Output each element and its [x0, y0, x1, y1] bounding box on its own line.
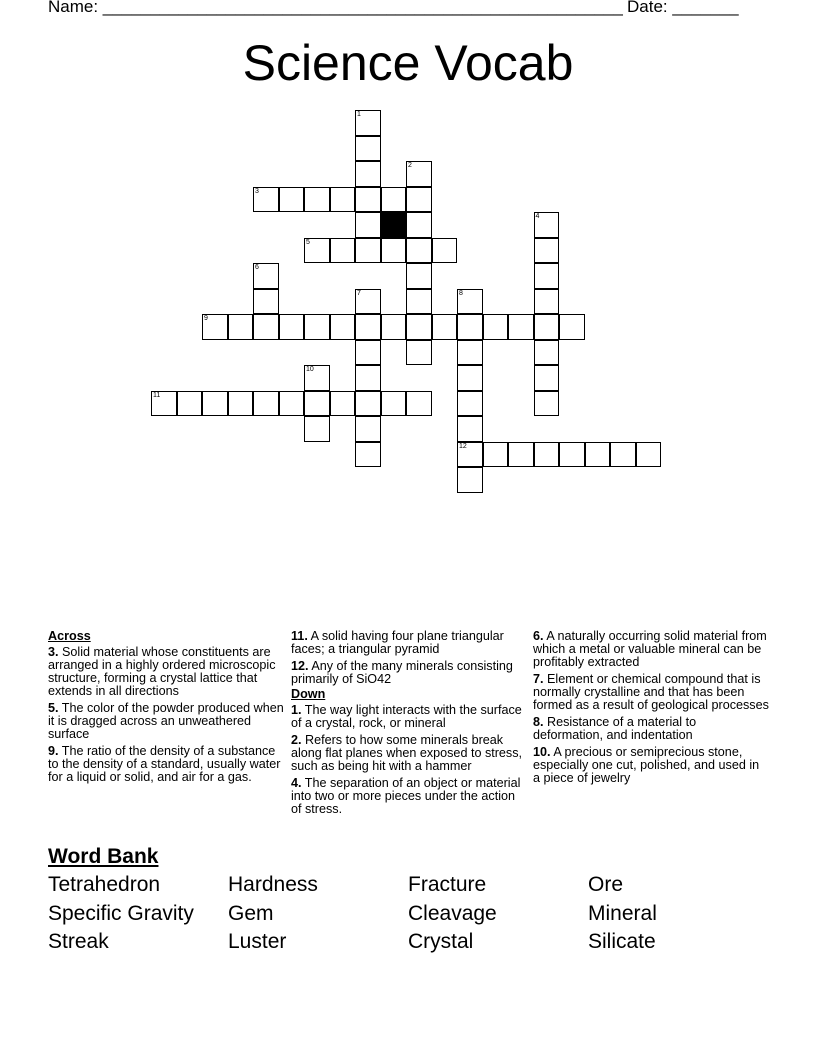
crossword-cell[interactable]: [457, 391, 483, 417]
crossword-cell[interactable]: [534, 365, 560, 391]
crossword-cell[interactable]: [457, 289, 483, 315]
crossword-cell[interactable]: [355, 136, 381, 162]
clue-number: 12: [459, 442, 467, 450]
crossword-cell[interactable]: [304, 391, 330, 417]
clue: [48, 646, 284, 698]
crossword-cell[interactable]: [457, 340, 483, 366]
crossword-cell[interactable]: [432, 238, 458, 264]
clues-column-2: [291, 630, 527, 820]
crossword-cell[interactable]: [355, 238, 381, 264]
crossword-cell[interactable]: [253, 263, 279, 289]
crossword-cell[interactable]: [406, 340, 432, 366]
clue: [48, 745, 284, 784]
word-bank-item: Luster: [228, 930, 287, 953]
clue: [48, 702, 284, 741]
clue-text: Any of the many minerals consisting primarily of SiO42: [291, 659, 513, 686]
clue-num: 11.: [291, 629, 308, 643]
clue-text: A naturally occurring solid material from which a metal or valuable mineral can be profitably extracted: [533, 629, 767, 669]
crossword-cell[interactable]: [457, 416, 483, 442]
crossword-cell[interactable]: [355, 212, 381, 238]
clue-number: 7: [357, 289, 361, 297]
crossword-cell[interactable]: [304, 187, 330, 213]
clue: [291, 704, 527, 730]
clue-text: Refers to how some minerals break along flat planes when exposed to stress, such as being hit with a hammer: [291, 733, 523, 773]
down-heading: Down: [291, 687, 326, 701]
crossword-cell[interactable]: [355, 442, 381, 468]
word-bank-item: Ore: [588, 873, 624, 896]
crossword-cell[interactable]: [228, 314, 254, 340]
crossword-cell[interactable]: [381, 187, 407, 213]
crossword-cell[interactable]: [202, 391, 228, 417]
word-bank-item: Crystal: [408, 930, 474, 953]
crossword-cell[interactable]: [202, 314, 228, 340]
crossword-cell[interactable]: [355, 416, 381, 442]
crossword-cell[interactable]: [381, 238, 407, 264]
clue: [291, 630, 527, 656]
clue-num: 8.: [533, 715, 544, 729]
crossword-cell[interactable]: [355, 110, 381, 136]
crossword-cell[interactable]: [534, 442, 560, 468]
clue-num: 5.: [48, 701, 59, 715]
crossword-cell[interactable]: [253, 391, 279, 417]
crossword-cell[interactable]: [406, 391, 432, 417]
crossword-cell[interactable]: [483, 314, 509, 340]
crossword-cell[interactable]: [534, 391, 560, 417]
crossword-cell[interactable]: [279, 391, 305, 417]
crossword-cell[interactable]: [534, 340, 560, 366]
clue-text: The way light interacts with the surface of a crystal, rock, or mineral: [291, 703, 522, 730]
word-bank-item: Silicate: [588, 930, 656, 953]
crossword-cell[interactable]: [355, 187, 381, 213]
crossword-cell[interactable]: [253, 289, 279, 315]
crossword-cell[interactable]: [279, 187, 305, 213]
crossword-cell[interactable]: [406, 212, 432, 238]
crossword-cell[interactable]: [585, 442, 611, 468]
clue-number: 1: [357, 111, 361, 118]
clue-text: A precious or semiprecious stone, especially one cut, polished, and used in a piece of jewelry: [533, 745, 760, 785]
clue-num: 10.: [533, 745, 551, 759]
crossword-cell[interactable]: [457, 467, 483, 493]
clue: [291, 660, 527, 686]
crossword-cell[interactable]: [355, 161, 381, 187]
crossword-cell[interactable]: [559, 314, 585, 340]
crossword-cell[interactable]: [534, 212, 560, 238]
crossword-cell[interactable]: [304, 238, 330, 264]
crossword-cell[interactable]: [534, 263, 560, 289]
crossword-cell[interactable]: [406, 314, 432, 340]
clue-number: 9: [204, 315, 208, 322]
clue-num: 2.: [291, 733, 302, 747]
crossword-cell[interactable]: [330, 187, 356, 213]
crossword-cell[interactable]: [508, 442, 534, 468]
crossword-cell[interactable]: [253, 187, 279, 213]
crossword-cell[interactable]: [177, 391, 203, 417]
crossword-cell[interactable]: [355, 391, 381, 417]
crossword-cell[interactable]: [355, 340, 381, 366]
clue-number: 4: [535, 213, 540, 220]
crossword-cell[interactable]: [304, 365, 330, 391]
clues-column-3: [533, 630, 769, 789]
black-cell: [381, 212, 407, 238]
clue-text: The ratio of the density of a substance to the density of a standard, usually water for a liquid or solid, and air for a gas.: [48, 744, 281, 784]
crossword-cell[interactable]: [432, 314, 458, 340]
word-bank-item: Tetrahedron: [48, 873, 161, 896]
crossword-cell[interactable]: [483, 442, 509, 468]
clue: [533, 630, 769, 669]
word-bank-item: Streak: [48, 930, 109, 953]
clue: [533, 673, 769, 712]
clue-text: The separation of an object or material into two or more pieces under the action of stress.: [291, 776, 521, 816]
crossword-cell[interactable]: [253, 314, 279, 340]
crossword-cell[interactable]: [330, 391, 356, 417]
crossword-cell[interactable]: [610, 442, 636, 468]
clue-number: 2: [408, 162, 412, 169]
word-bank-item: Hardness: [228, 873, 318, 896]
crossword-cell[interactable]: [534, 289, 560, 315]
clue-num: 1.: [291, 703, 302, 717]
clue: [533, 746, 769, 785]
word-bank-item: Cleavage: [408, 902, 497, 925]
crossword-cell[interactable]: [559, 442, 585, 468]
crossword-cell[interactable]: [508, 314, 534, 340]
crossword-cell[interactable]: [534, 238, 560, 264]
date-field-label: Date: _______: [627, 0, 739, 16]
crossword-cell[interactable]: [381, 314, 407, 340]
crossword-cell[interactable]: [406, 161, 432, 187]
clue-text: Solid material whose constituents are arranged in a highly ordered microscopic structure, forming a crystal lattice that extends in all directions: [48, 645, 276, 698]
crossword-cell[interactable]: [279, 314, 305, 340]
crossword-cell[interactable]: [457, 365, 483, 391]
word-bank-item: Specific Gravity: [48, 902, 194, 925]
clue-num: 12.: [291, 659, 309, 673]
clue: [291, 777, 527, 816]
word-bank-item: Mineral: [588, 902, 657, 925]
clue-num: 4.: [291, 776, 302, 790]
clue-number: 8: [459, 289, 463, 297]
crossword-cell[interactable]: [228, 391, 254, 417]
crossword-cell[interactable]: [406, 289, 432, 315]
crossword-cell[interactable]: [355, 314, 381, 340]
crossword-cell[interactable]: [304, 314, 330, 340]
crossword-cell[interactable]: [406, 187, 432, 213]
clue-number: 10: [306, 366, 314, 373]
page-title: Science Vocab: [242, 35, 574, 91]
clue: [533, 716, 769, 742]
crossword-cell[interactable]: [406, 263, 432, 289]
clue-num: 6.: [533, 629, 544, 643]
clue-num: 3.: [48, 645, 59, 659]
crossword-cell[interactable]: [406, 238, 432, 264]
crossword-cell[interactable]: [330, 314, 356, 340]
word-bank-item: Fracture: [408, 873, 487, 896]
crossword-cell[interactable]: [151, 391, 177, 417]
crossword-cell[interactable]: [304, 416, 330, 442]
clue-number: 11: [153, 391, 161, 399]
clue-num: 7.: [533, 672, 544, 686]
clues-column-1: [48, 630, 284, 788]
clue-text: A solid having four plane triangular faces; a triangular pyramid: [291, 629, 504, 656]
clue-number: 6: [255, 264, 259, 271]
crossword-cell[interactable]: [381, 391, 407, 417]
crossword-cell[interactable]: [636, 442, 662, 468]
clue-num: 9.: [48, 744, 59, 758]
name-field-label: Name: _______________________________________________________: [48, 0, 623, 16]
crossword-cell[interactable]: [355, 365, 381, 391]
clue-number: 3: [255, 187, 259, 195]
crossword-cell[interactable]: [330, 238, 356, 264]
across-heading: Across: [48, 629, 91, 643]
crossword-cell[interactable]: [355, 289, 381, 315]
clue: [291, 734, 527, 773]
clue-text: Resistance of a material to deformation, and indentation: [533, 715, 697, 742]
word-bank-item: Gem: [228, 902, 274, 925]
crossword-cell[interactable]: [457, 442, 483, 468]
clue-text: The color of the powder produced when it is dragged across an unweathered surface: [48, 701, 284, 741]
clue-number: 5: [306, 238, 310, 246]
crossword-cell[interactable]: [534, 314, 560, 340]
clue-text: Element or chemical compound that is normally crystalline and that has been formed as a result of geological processes: [533, 672, 769, 712]
crossword-cell[interactable]: [457, 314, 483, 340]
word-bank-title: Word Bank: [48, 845, 159, 868]
